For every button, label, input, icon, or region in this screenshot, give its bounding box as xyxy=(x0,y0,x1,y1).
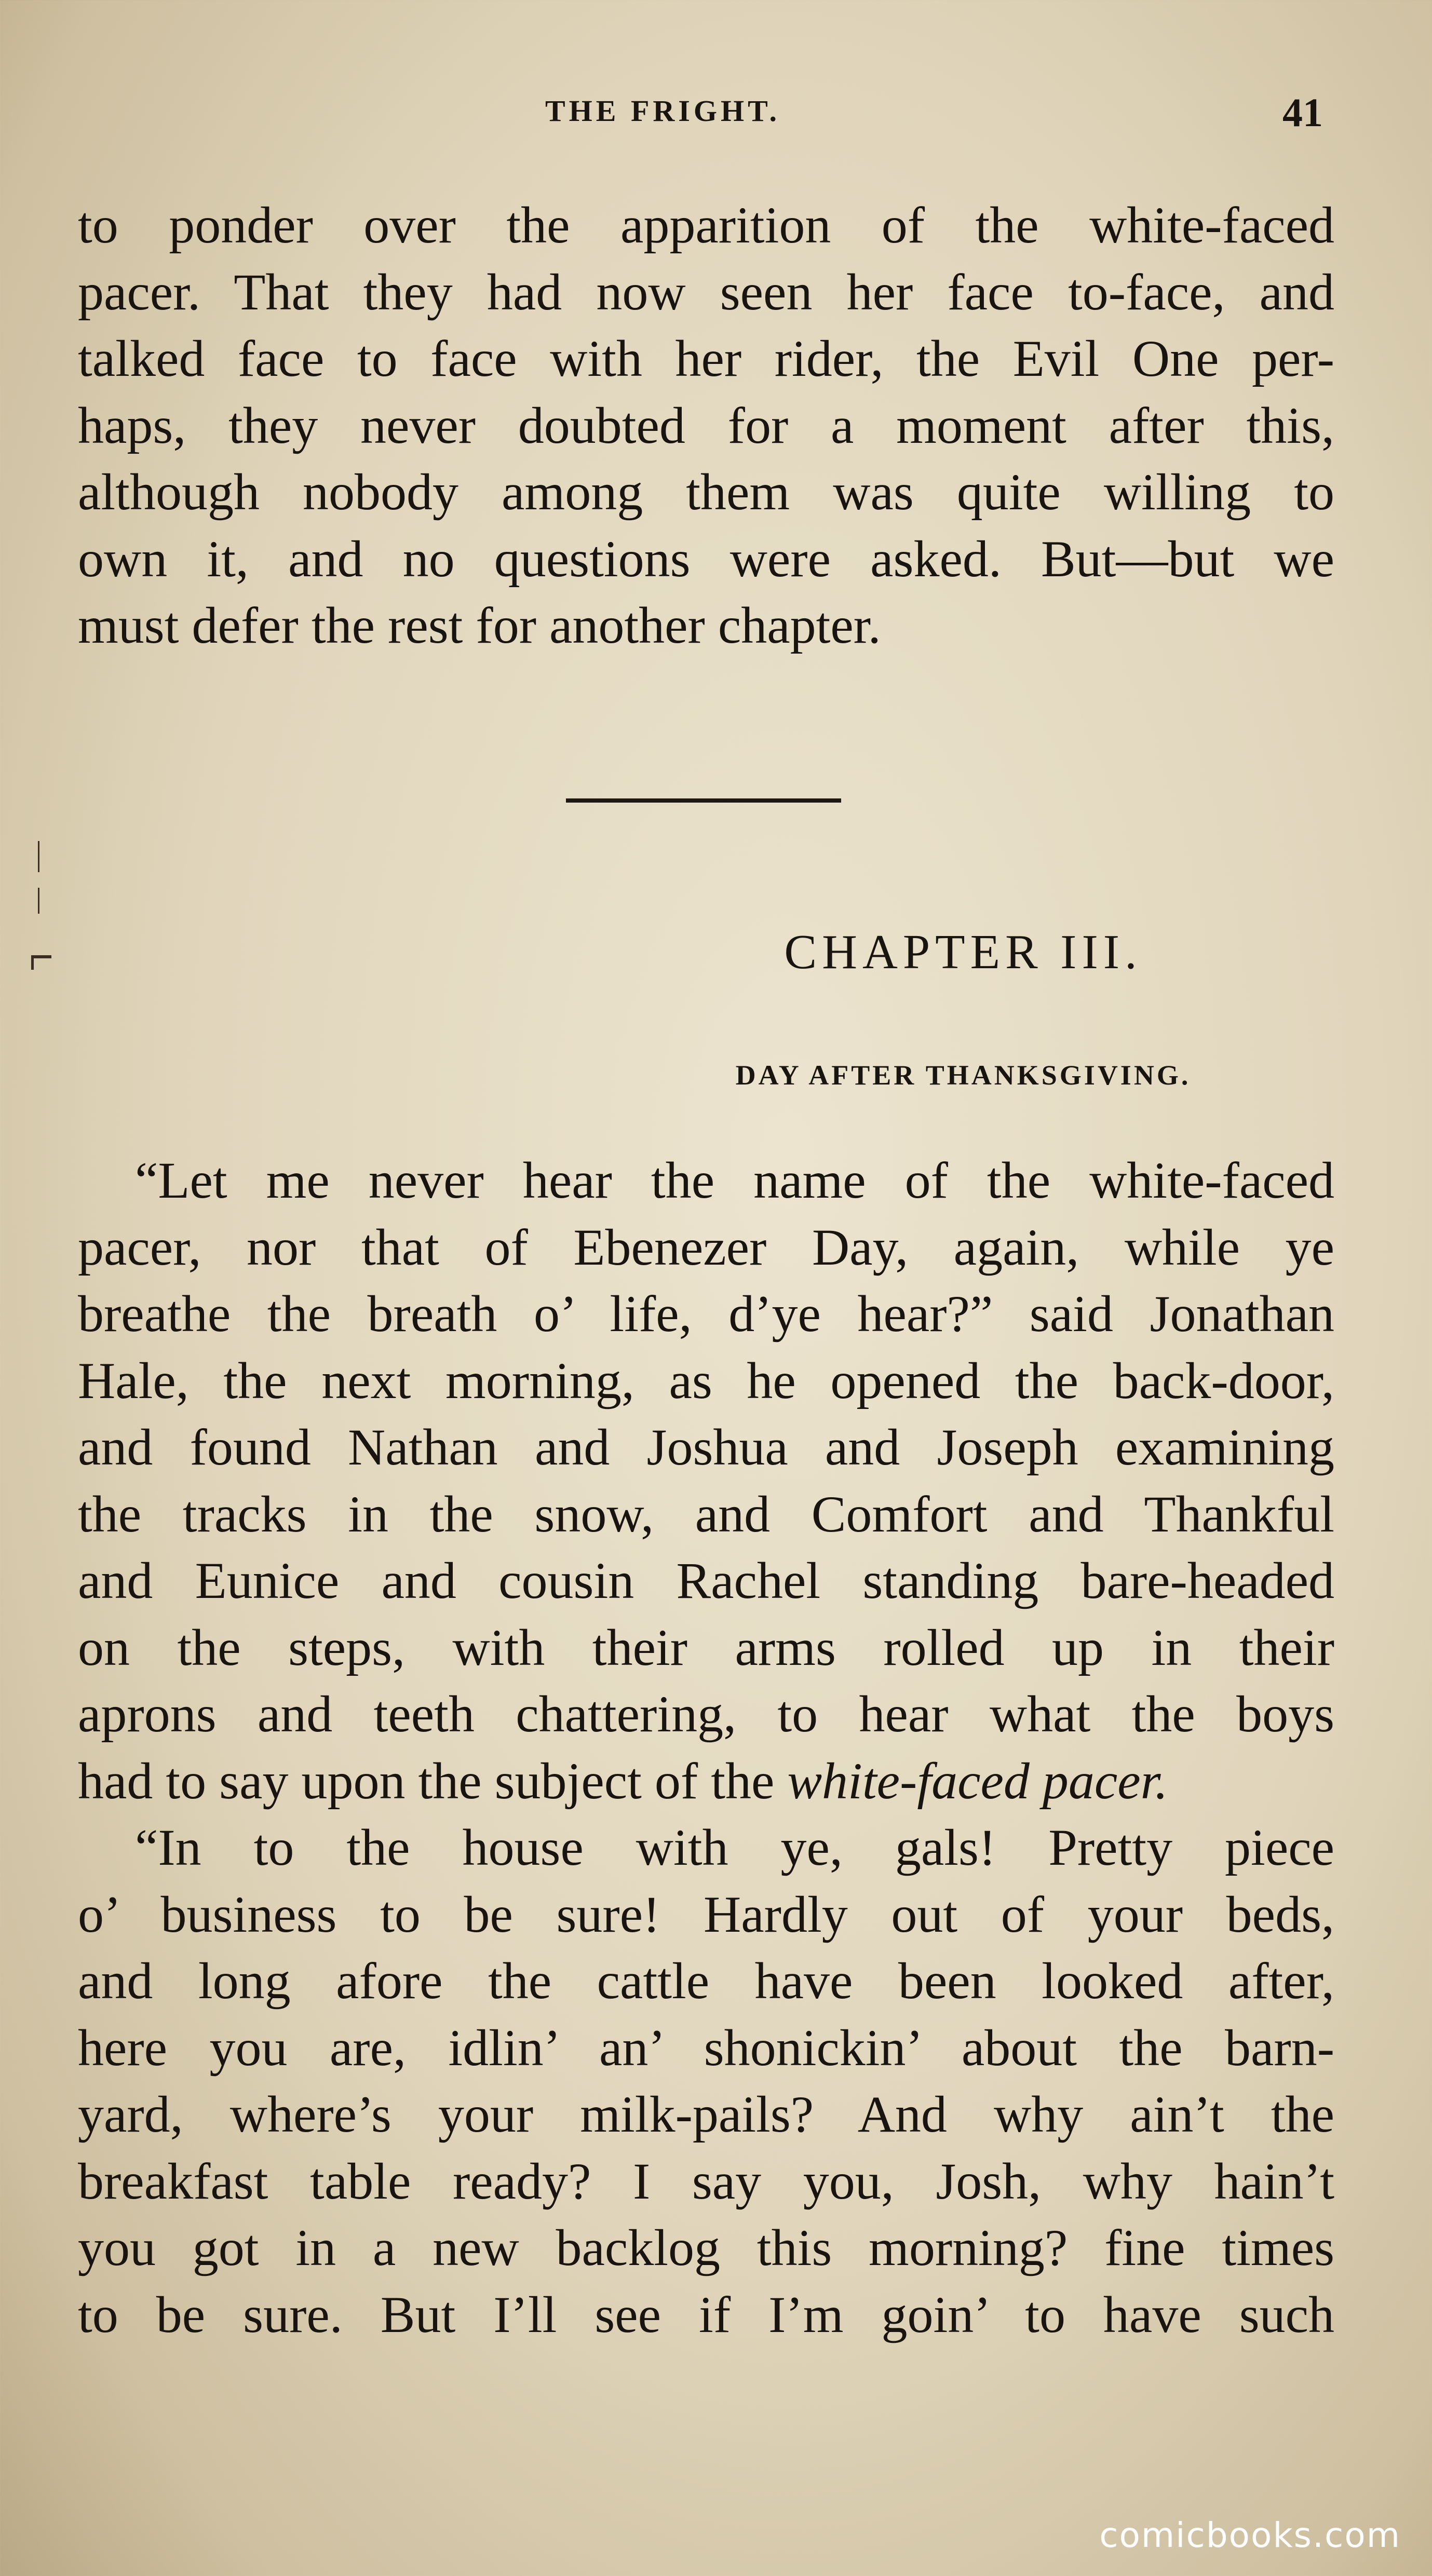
text-line: yard, where’s your milk-pails? And why ain’t the xyxy=(78,2085,1334,2143)
pencil-tick xyxy=(38,888,39,914)
text-line: to be sure. But I’ll see if I’m goin’ to have such xyxy=(78,2285,1334,2343)
text-line: here you are, idlin’ an’ shonickin’ about the barn- xyxy=(78,2018,1334,2077)
text-line: although nobody among them was quite willing to xyxy=(78,463,1334,521)
text-line: you got in a new backlog this morning? fine times xyxy=(78,2219,1334,2276)
running-title: THE FRIGHT. xyxy=(545,94,780,128)
text-line: Hale, the next morning, as he opened the back-door, xyxy=(78,1351,1334,1409)
italic-phrase: white-faced pacer. xyxy=(787,1752,1168,1810)
text-line: on the steps, with their arms rolled up in their xyxy=(78,1618,1334,1676)
chapter-subtitle: DAY AFTER THANKSGIVING. xyxy=(735,1060,1191,1091)
running-head xyxy=(0,90,1432,140)
text-line: to ponder over the apparition of the white-faced xyxy=(78,196,1334,254)
text-line: and Eunice and cousin Rachel standing bare-headed xyxy=(78,1552,1334,1609)
text-line: “Let me never hear the name of the white-faced xyxy=(135,1151,1334,1209)
chapter-body xyxy=(78,1147,1334,2348)
chapter-title: CHAPTER III. xyxy=(784,925,1142,979)
text-line: and found Nathan and Joshua and Joseph examining xyxy=(78,1418,1334,1476)
text-line: talked face to face with her rider, the Evil One per- xyxy=(78,330,1334,387)
text-line: the tracks in the snow, and Comfort and Thankful xyxy=(78,1485,1334,1543)
text-run: had to say upon the subject of the xyxy=(78,1752,775,1810)
text-line: pacer, nor that of Ebenezer Day, again, while ye xyxy=(78,1218,1334,1276)
page-number: 41 xyxy=(1282,90,1323,135)
text-line xyxy=(78,1748,1334,1815)
text-line: breakfast table ready? I say you, Josh, why hain’t xyxy=(78,2152,1334,2210)
text-line: must defer the rest for another chapter. xyxy=(78,596,881,654)
text-line: “In to the house with ye, gals! Pretty piece xyxy=(135,1819,1334,1876)
text-line: own it, and no questions were asked. But—but we xyxy=(78,530,1334,588)
opening-paragraph xyxy=(78,192,1334,659)
text-line: breathe the breath o’ life, d’ye hear?” said Jonathan xyxy=(78,1285,1334,1343)
text-line: o’ business to be sure! Hardly out of your beds, xyxy=(78,1885,1334,1943)
pencil-tick xyxy=(38,841,39,872)
text-line: aprons and teeth chattering, to hear what the boys xyxy=(78,1685,1334,1743)
section-divider-rule xyxy=(566,798,841,803)
text-line: haps, they never doubted for a moment after this, xyxy=(78,396,1334,454)
text-line: and long afore the cattle have been looked after, xyxy=(78,1952,1334,2010)
text-line: pacer. That they had now seen her face to-face, and xyxy=(78,263,1334,321)
site-watermark: comicbooks.com xyxy=(1099,2515,1401,2555)
